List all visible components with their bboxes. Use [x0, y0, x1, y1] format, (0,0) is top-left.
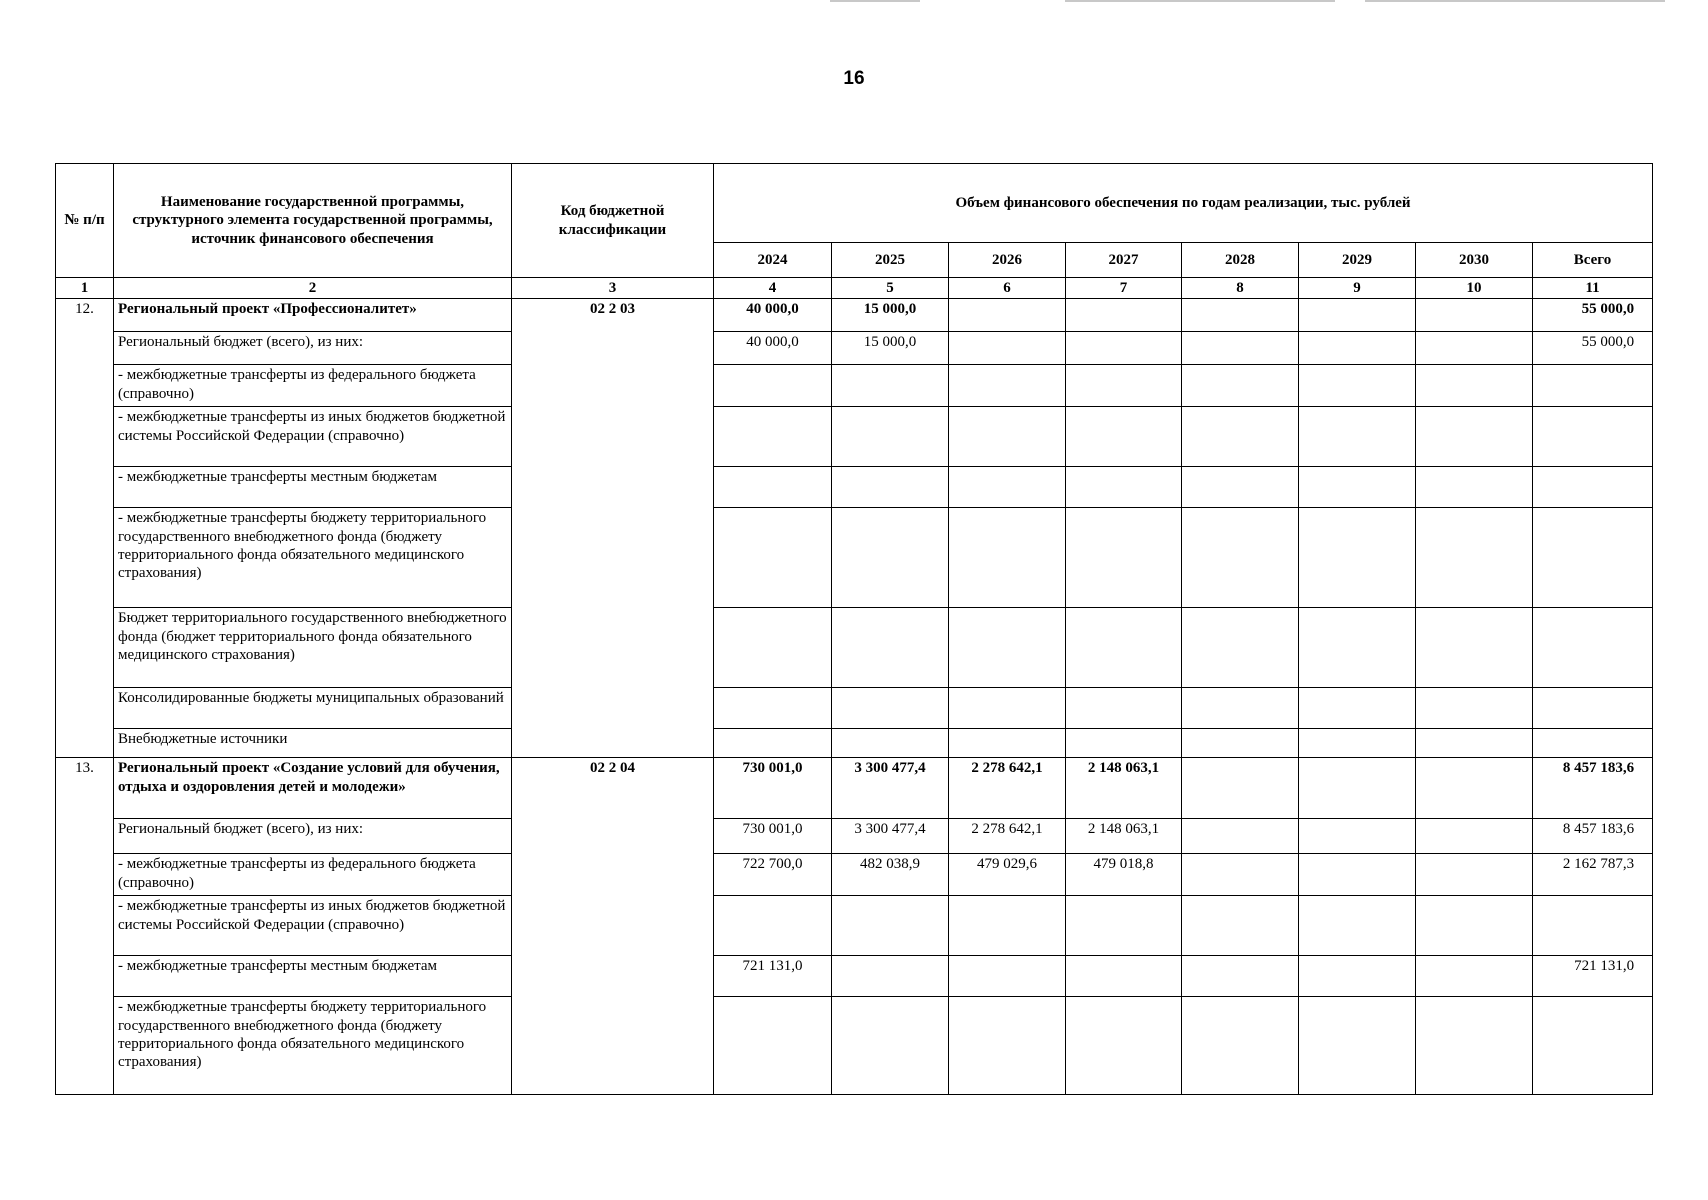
year-value-cell — [1066, 299, 1182, 332]
total-value-cell — [1533, 997, 1653, 1095]
year-value-cell — [1066, 997, 1182, 1095]
row-number: 12. — [56, 299, 114, 758]
funding-source-name: Бюджет территориального государственного внебюджетного фонда (бюджет территориального фонда обязательного медицинского страхования) — [114, 608, 512, 688]
header-year: 2024 — [714, 243, 832, 278]
header-budget-code: Код бюджетной классификации — [512, 164, 714, 278]
table-row — [56, 407, 1653, 467]
year-value-cell — [1182, 608, 1299, 688]
year-value-cell — [1299, 758, 1416, 819]
year-value-cell: 3 300 477,4 — [832, 758, 949, 819]
funding-source-name: - межбюджетные трансферты местным бюджетам — [114, 956, 512, 997]
scan-edge-line — [830, 0, 920, 2]
financing-table — [55, 163, 1653, 1095]
total-value-cell — [1533, 688, 1653, 729]
header-year: 2028 — [1182, 243, 1299, 278]
year-value-cell — [1299, 407, 1416, 467]
header-financing-volume: Объем финансового обеспечения по годам реализации, тыс. рублей — [714, 164, 1653, 243]
header-name: Наименование государственной программы, структурного элемента государственной программы, источник финансового обеспечения — [114, 164, 512, 278]
total-value-cell — [1533, 467, 1653, 508]
year-value-cell: 2 148 063,1 — [1066, 819, 1182, 854]
year-value-cell — [1416, 688, 1533, 729]
year-value-cell — [1182, 896, 1299, 956]
table-row — [56, 854, 1653, 896]
total-value-cell: 55 000,0 — [1533, 299, 1653, 332]
year-value-cell: 730 001,0 — [714, 758, 832, 819]
total-value-cell — [1533, 508, 1653, 608]
column-number: 1 — [56, 278, 114, 299]
year-value-cell — [714, 688, 832, 729]
year-value-cell — [714, 896, 832, 956]
year-value-cell — [714, 365, 832, 407]
row-number: 13. — [56, 758, 114, 1095]
year-value-cell — [1416, 508, 1533, 608]
year-value-cell — [1182, 956, 1299, 997]
total-value-cell — [1533, 608, 1653, 688]
header-total: Всего — [1533, 243, 1653, 278]
table-row — [56, 729, 1653, 758]
year-value-cell — [1416, 608, 1533, 688]
year-value-cell: 40 000,0 — [714, 332, 832, 365]
year-value-cell: 730 001,0 — [714, 819, 832, 854]
year-value-cell — [1182, 729, 1299, 758]
year-value-cell: 15 000,0 — [832, 299, 949, 332]
year-value-cell — [949, 407, 1066, 467]
funding-source-name: - межбюджетные трансферты местным бюджетам — [114, 467, 512, 508]
year-value-cell — [832, 407, 949, 467]
year-value-cell — [714, 997, 832, 1095]
header-number: № п/п — [56, 164, 114, 278]
year-value-cell — [1066, 407, 1182, 467]
header-year: 2026 — [949, 243, 1066, 278]
table-row — [56, 508, 1653, 608]
table-row — [56, 819, 1653, 854]
year-value-cell — [1416, 467, 1533, 508]
funding-source-name: Региональный бюджет (всего), из них: — [114, 332, 512, 365]
year-value-cell — [1182, 508, 1299, 608]
year-value-cell — [832, 956, 949, 997]
year-value-cell — [1182, 819, 1299, 854]
year-value-cell: 40 000,0 — [714, 299, 832, 332]
funding-source-name: Внебюджетные источники — [114, 729, 512, 758]
year-value-cell — [1416, 758, 1533, 819]
year-value-cell — [1299, 997, 1416, 1095]
total-value-cell: 55 000,0 — [1533, 332, 1653, 365]
column-number: 8 — [1182, 278, 1299, 299]
year-value-cell — [1182, 407, 1299, 467]
year-value-cell — [832, 688, 949, 729]
year-value-cell — [1182, 299, 1299, 332]
year-value-cell — [1299, 956, 1416, 997]
total-value-cell: 721 131,0 — [1533, 956, 1653, 997]
table-row — [56, 299, 1653, 332]
column-number: 2 — [114, 278, 512, 299]
funding-source-name: Консолидированные бюджеты муниципальных образований — [114, 688, 512, 729]
column-number-row — [56, 278, 1653, 299]
year-value-cell — [1299, 365, 1416, 407]
header-year: 2027 — [1066, 243, 1182, 278]
table-row — [56, 365, 1653, 407]
year-value-cell — [949, 688, 1066, 729]
funding-source-name: - межбюджетные трансферты бюджету территориального государственного внебюджетного фонда (бюджету территориального фонда обязательного медицинского страхования) — [114, 997, 512, 1095]
total-value-cell — [1533, 407, 1653, 467]
total-value-cell: 2 162 787,3 — [1533, 854, 1653, 896]
year-value-cell: 479 029,6 — [949, 854, 1066, 896]
year-value-cell — [949, 365, 1066, 407]
year-value-cell — [949, 997, 1066, 1095]
year-value-cell: 3 300 477,4 — [832, 819, 949, 854]
year-value-cell — [1299, 608, 1416, 688]
table-row — [56, 332, 1653, 365]
year-value-cell — [949, 467, 1066, 508]
funding-source-name: - межбюджетные трансферты бюджету территориального государственного внебюджетного фонда (бюджету территориального фонда обязательного медицинского страхования) — [114, 508, 512, 608]
year-value-cell: 721 131,0 — [714, 956, 832, 997]
total-value-cell — [1533, 365, 1653, 407]
year-value-cell — [949, 608, 1066, 688]
year-value-cell — [1416, 332, 1533, 365]
year-value-cell — [949, 729, 1066, 758]
year-value-cell — [1416, 729, 1533, 758]
year-value-cell — [1182, 688, 1299, 729]
year-value-cell — [1416, 956, 1533, 997]
table-row — [56, 956, 1653, 997]
year-value-cell — [832, 508, 949, 608]
column-number: 3 — [512, 278, 714, 299]
year-value-cell — [714, 729, 832, 758]
year-value-cell — [1416, 819, 1533, 854]
year-value-cell — [1299, 332, 1416, 365]
year-value-cell — [1416, 407, 1533, 467]
year-value-cell — [1182, 997, 1299, 1095]
year-value-cell — [1416, 997, 1533, 1095]
year-value-cell — [1066, 729, 1182, 758]
table-row — [56, 608, 1653, 688]
year-value-cell — [832, 467, 949, 508]
year-value-cell: 722 700,0 — [714, 854, 832, 896]
scan-edge-line — [1065, 0, 1335, 2]
year-value-cell — [714, 508, 832, 608]
header-year: 2025 — [832, 243, 949, 278]
year-value-cell: 482 038,9 — [832, 854, 949, 896]
column-number: 5 — [832, 278, 949, 299]
funding-source-name: - межбюджетные трансферты из иных бюджетов бюджетной системы Российской Федерации (справочно) — [114, 896, 512, 956]
funding-source-name: - межбюджетные трансферты из иных бюджетов бюджетной системы Российской Федерации (справочно) — [114, 407, 512, 467]
total-value-cell — [1533, 729, 1653, 758]
year-value-cell — [832, 608, 949, 688]
year-value-cell — [714, 467, 832, 508]
year-value-cell — [714, 608, 832, 688]
year-value-cell — [1416, 854, 1533, 896]
total-value-cell: 8 457 183,6 — [1533, 758, 1653, 819]
column-number: 10 — [1416, 278, 1533, 299]
column-number: 4 — [714, 278, 832, 299]
header-year: 2030 — [1416, 243, 1533, 278]
year-value-cell — [1066, 956, 1182, 997]
year-value-cell — [832, 896, 949, 956]
year-value-cell — [832, 729, 949, 758]
table-body — [56, 299, 1653, 1095]
year-value-cell — [949, 332, 1066, 365]
year-value-cell: 2 148 063,1 — [1066, 758, 1182, 819]
year-value-cell — [1066, 608, 1182, 688]
year-value-cell — [949, 508, 1066, 608]
year-value-cell — [1299, 299, 1416, 332]
year-value-cell — [1066, 365, 1182, 407]
year-value-cell: 2 278 642,1 — [949, 819, 1066, 854]
total-value-cell: 8 457 183,6 — [1533, 819, 1653, 854]
year-value-cell — [949, 299, 1066, 332]
year-value-cell — [1299, 729, 1416, 758]
year-value-cell — [1182, 467, 1299, 508]
year-value-cell — [1299, 688, 1416, 729]
year-value-cell — [1066, 688, 1182, 729]
page-number: 16 — [843, 68, 865, 89]
year-value-cell — [714, 407, 832, 467]
year-value-cell — [1416, 896, 1533, 956]
year-value-cell — [832, 997, 949, 1095]
year-value-cell — [1182, 365, 1299, 407]
table-row — [56, 997, 1653, 1095]
table-row — [56, 467, 1653, 508]
project-name: Региональный проект «Создание условий для обучения, отдыха и оздоровления детей и молодежи» — [114, 758, 512, 819]
scan-edge-line — [1365, 0, 1665, 2]
year-value-cell — [1299, 508, 1416, 608]
total-value-cell — [1533, 896, 1653, 956]
year-value-cell: 2 278 642,1 — [949, 758, 1066, 819]
year-value-cell — [1299, 896, 1416, 956]
year-value-cell — [1299, 854, 1416, 896]
year-value-cell: 15 000,0 — [832, 332, 949, 365]
year-value-cell — [1066, 508, 1182, 608]
header-year: 2029 — [1299, 243, 1416, 278]
column-number: 6 — [949, 278, 1066, 299]
year-value-cell — [1416, 299, 1533, 332]
year-value-cell — [949, 956, 1066, 997]
year-value-cell — [1182, 758, 1299, 819]
year-value-cell — [1182, 332, 1299, 365]
table-row — [56, 896, 1653, 956]
column-number: 9 — [1299, 278, 1416, 299]
year-value-cell — [1066, 896, 1182, 956]
year-value-cell — [1299, 467, 1416, 508]
column-number: 7 — [1066, 278, 1182, 299]
funding-source-name: Региональный бюджет (всего), из них: — [114, 819, 512, 854]
year-value-cell — [1416, 365, 1533, 407]
year-value-cell: 479 018,8 — [1066, 854, 1182, 896]
year-value-cell — [1066, 332, 1182, 365]
year-value-cell — [832, 365, 949, 407]
year-value-cell — [1182, 854, 1299, 896]
funding-source-name: - межбюджетные трансферты из федерального бюджета (справочно) — [114, 854, 512, 896]
budget-code: 02 2 04 — [512, 758, 714, 1095]
year-value-cell — [1299, 819, 1416, 854]
table-row — [56, 688, 1653, 729]
budget-code: 02 2 03 — [512, 299, 714, 758]
column-number: 11 — [1533, 278, 1653, 299]
funding-source-name: - межбюджетные трансферты из федерального бюджета (справочно) — [114, 365, 512, 407]
year-value-cell — [949, 896, 1066, 956]
table-row — [56, 758, 1653, 819]
project-name: Региональный проект «Профессионалитет» — [114, 299, 512, 332]
year-value-cell — [1066, 467, 1182, 508]
